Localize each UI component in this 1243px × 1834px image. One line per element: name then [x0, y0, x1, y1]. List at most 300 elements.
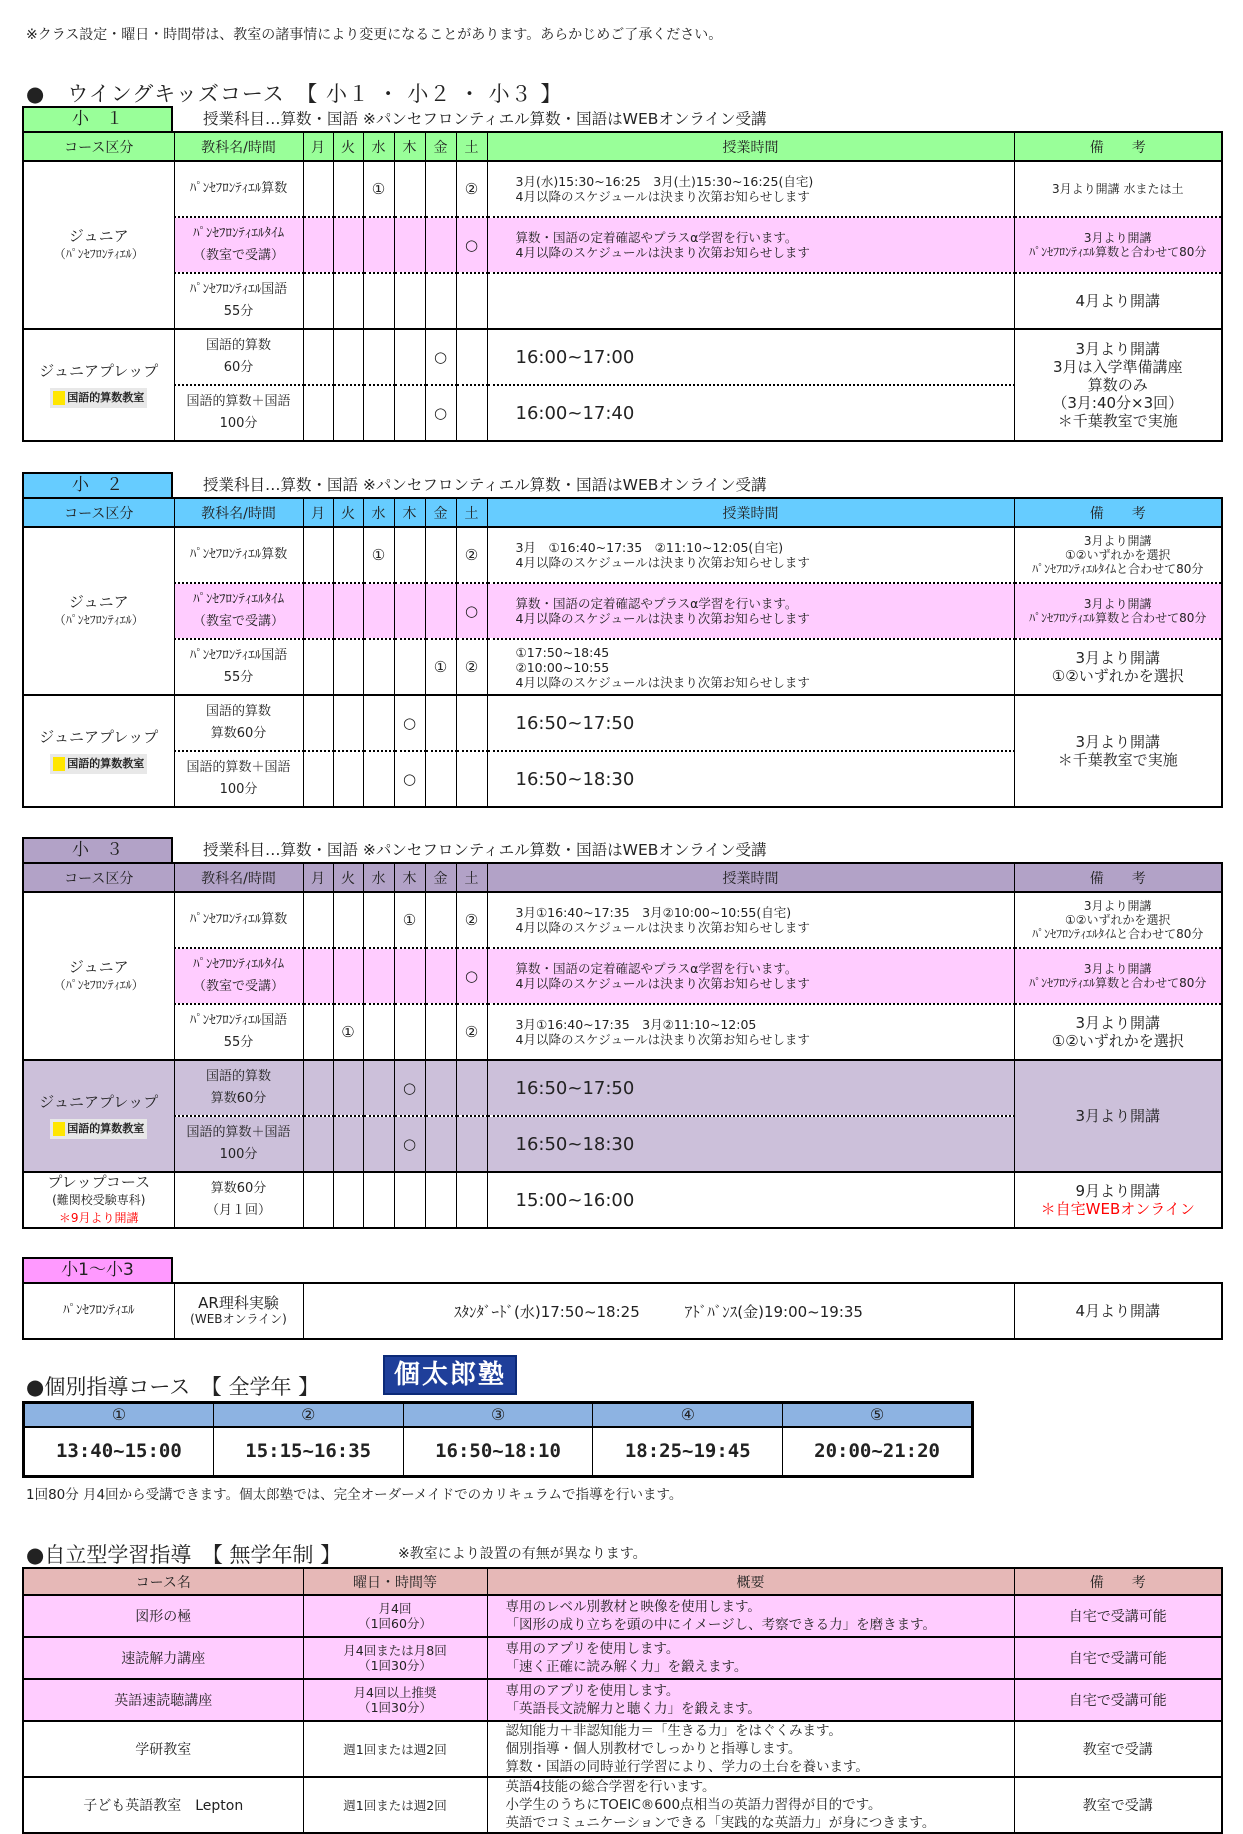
subject-line: 100分 — [219, 1147, 258, 1162]
kokugoteki-logo — [50, 1119, 147, 1139]
note-line: 3月より開講 — [1083, 534, 1152, 548]
course-cell — [23, 1172, 174, 1228]
logo-mark-icon — [53, 1122, 65, 1136]
note-line: （3月:40分×3回） — [1052, 394, 1184, 412]
day-cell — [363, 217, 394, 273]
note-cell: 教室で受講 — [1014, 1777, 1222, 1833]
subject-line: 55分 — [223, 304, 254, 319]
subject-line: 100分 — [219, 782, 258, 797]
grade-label-row — [22, 837, 1221, 862]
time-cell: 16:00~17:40 — [487, 385, 1014, 441]
kotaro-logo — [383, 1355, 517, 1395]
note-cell: 教室で受講 — [1014, 1721, 1222, 1777]
day-cell — [333, 1116, 363, 1172]
day-cell — [303, 385, 333, 441]
note-cell: 自宅で受講可能 — [1014, 1595, 1222, 1637]
schedule-line: 週1回または週2回 — [343, 1741, 447, 1757]
summary-cell — [487, 1777, 1014, 1833]
schedule-cell — [303, 1637, 487, 1679]
day-cell — [456, 273, 487, 329]
course-cell — [23, 1060, 174, 1172]
jiritsu-title: ●自立型学習指導 【 無学年制 】 — [26, 1543, 342, 1567]
day-cell — [303, 751, 333, 807]
note-cell — [1014, 583, 1222, 639]
day-cell — [363, 1004, 394, 1060]
subject-line: （月１回） — [205, 1203, 271, 1218]
day-cell — [333, 217, 363, 273]
time-cell: 16:50~18:30 — [487, 1116, 1014, 1172]
header-cell: 土 — [456, 863, 487, 892]
subject-line: 算数60分 — [210, 1091, 267, 1106]
header-cell: 土 — [456, 132, 487, 161]
subject-cell — [174, 273, 303, 329]
header-cell: 木 — [394, 863, 425, 892]
course-cell — [23, 695, 174, 807]
note-line: ①②いずれかを選択 — [1064, 913, 1171, 927]
time-cell: 16:00~17:00 — [487, 329, 1014, 385]
header-cell: 月 — [303, 498, 333, 527]
day-cell: ② — [456, 527, 487, 583]
course-line: ジュニア — [68, 227, 129, 245]
day-cell — [456, 695, 487, 751]
subject-line: ﾊﾟﾝｾﾌﾛﾝﾃｨｴﾙ算数 — [189, 547, 288, 562]
course-line: （ﾊﾟﾝｾﾌﾛﾝﾃｨｴﾙ） — [53, 978, 144, 992]
subject-line: ﾊﾟﾝｾﾌﾛﾝﾃｨｴﾙ国語 — [189, 648, 288, 663]
day-cell — [363, 1172, 394, 1228]
day-cell — [303, 892, 333, 948]
subject-line: 100分 — [219, 416, 258, 431]
day-cell — [363, 583, 394, 639]
note-line: 3月より開講 — [1075, 649, 1161, 667]
day-cell — [425, 583, 456, 639]
note-cell — [1014, 527, 1222, 583]
schedule-table-2 — [22, 497, 1223, 808]
summary-line: 専用のレベル別教材と映像を使用します。 — [505, 1599, 761, 1615]
note-cell — [1014, 1172, 1222, 1228]
day-cell: ○ — [425, 385, 456, 441]
day-cell: ○ — [394, 695, 425, 751]
course-name: 図形の極 — [23, 1595, 303, 1637]
schedule-cell — [303, 1679, 487, 1721]
subject-line: 国語的算数＋国語 — [186, 1125, 291, 1140]
day-cell: ○ — [394, 1116, 425, 1172]
header-cell: 授業時間 — [487, 863, 1014, 892]
course-line: （ﾊﾟﾝｾﾌﾛﾝﾃｨｴﾙ） — [53, 613, 144, 627]
day-cell: ○ — [394, 751, 425, 807]
day-cell — [303, 1060, 333, 1116]
day-cell — [363, 385, 394, 441]
day-cell — [456, 329, 487, 385]
day-cell — [303, 273, 333, 329]
kokugoteki-logo — [50, 388, 147, 408]
subject-cell — [174, 1060, 303, 1116]
header-cell: コース区分 — [23, 132, 174, 161]
time-cell: 3月①16:40~17:35 3月②11:10~12:05 4月以降のスケジュールは決まり次第お知らせします — [487, 1004, 1014, 1060]
time-cell: 算数・国語の定着確認やプラスα学習を行います。 4月以降のスケジュールは決まり次第お知らせします — [487, 217, 1014, 273]
subject-line: （教室で受講） — [192, 248, 284, 263]
subject-line: ﾊﾟﾝｾﾌﾛﾝﾃｨｴﾙ算数 — [189, 181, 288, 196]
summary-line: 算数・国語の同時並行学習により、学力の土台を養います。 — [505, 1759, 869, 1775]
day-cell: ② — [456, 161, 487, 217]
grade-subjects-note: 授業科目…算数・国語 ※パンセフロンティエル算数・国語はWEBオンライン受講 — [203, 110, 767, 128]
course-line: (難関校受験専科) — [52, 1193, 146, 1207]
time-cell: ①17:50~18:45 ②10:00~10:55 4月以降のスケジュールは決まり次第お知らせします — [487, 639, 1014, 695]
note-cell: 4月より開講 — [1014, 1283, 1222, 1339]
day-cell — [363, 751, 394, 807]
header-cell: 備 考 — [1014, 1568, 1222, 1595]
table-row — [23, 273, 1222, 329]
day-cell — [303, 527, 333, 583]
summary-cell — [487, 1595, 1014, 1637]
subject-cell — [174, 948, 303, 1004]
course-cell: ﾊﾟﾝｾﾌﾛﾝﾃｨｴﾙ — [23, 1283, 174, 1339]
schedule-line: 月4回または月8回 — [343, 1643, 447, 1658]
day-cell — [394, 1004, 425, 1060]
logo-mark-icon — [53, 757, 65, 771]
summary-line: 認知能力＋非認知能力＝「生きる力」をはぐくみます。 — [505, 1723, 842, 1739]
header-cell: コース名 — [23, 1568, 303, 1595]
kobetsu-note: 1回80分 月4回から受講できます。個太郎塾では、完全オーダーメイドでのカリキュラムで指導を行います。 — [26, 1487, 683, 1503]
time-cell: ｽﾀﾝﾀﾞｰﾄﾞ(水)17:50~18:25 ｱﾄﾞﾊﾞﾝｽ(金)19:00~19:35 — [303, 1283, 1014, 1339]
day-cell — [425, 1060, 456, 1116]
logo-mark-icon — [53, 391, 65, 405]
course-row — [23, 1777, 1222, 1833]
note-line: ＊自宅WEBオンライン — [1040, 1200, 1195, 1218]
summary-line: 「速く正確に読み解く力」を鍛えます。 — [505, 1659, 748, 1675]
slot-time: 15:15~16:35 — [213, 1427, 403, 1477]
note-line: ﾊﾟﾝｾﾌﾛﾝﾃｨｴﾙﾀｲﾑと合わせて80分 — [1032, 927, 1204, 941]
course-line: ジュニアプレップ — [39, 1092, 159, 1111]
note-cell — [1014, 695, 1222, 807]
course-name: 学研教室 — [23, 1721, 303, 1777]
day-cell — [303, 161, 333, 217]
header-row — [23, 498, 1222, 527]
schedule-cell — [303, 1777, 487, 1833]
header-cell: 木 — [394, 498, 425, 527]
header-cell: 教科名/時間 — [174, 863, 303, 892]
subject-line: 国語的算数 — [205, 338, 271, 353]
subject-line: 国語的算数 — [205, 704, 271, 719]
schedule-cell — [303, 1721, 487, 1777]
day-cell — [394, 1172, 425, 1228]
header-cell: 水 — [363, 498, 394, 527]
summary-line: 「図形の成り立ちを頭の中にイメージし、考察できる力」を磨きます。 — [505, 1617, 937, 1633]
logo-text: 国語的算数教室 — [67, 1121, 145, 1135]
note-line: 3月より開講 — [1075, 733, 1161, 751]
subject-line: AR理科実験 — [198, 1294, 279, 1312]
header-cell: 金 — [425, 863, 456, 892]
course-line: （ﾊﾟﾝｾﾌﾛﾝﾃｨｴﾙ） — [53, 247, 144, 261]
day-cell — [425, 695, 456, 751]
subject-cell — [174, 1004, 303, 1060]
time-cell: 算数・国語の定着確認やプラスα学習を行います。 4月以降のスケジュールは決まり次第お知らせします — [487, 583, 1014, 639]
day-cell — [303, 695, 333, 751]
grade-label: 小 ３ — [22, 837, 173, 862]
day-cell: ○ — [394, 1060, 425, 1116]
schedule-table-1 — [22, 131, 1223, 442]
day-cell — [363, 1060, 394, 1116]
day-cell — [394, 217, 425, 273]
subject-cell — [174, 892, 303, 948]
course-cell — [23, 329, 174, 441]
day-cell — [333, 329, 363, 385]
subject-line: 55分 — [223, 1035, 254, 1050]
subject-cell — [174, 1172, 303, 1228]
table-row — [23, 695, 1222, 751]
day-cell: ① — [363, 527, 394, 583]
subject-cell — [174, 639, 303, 695]
header-cell: コース区分 — [23, 863, 174, 892]
table-row — [23, 161, 1222, 217]
day-cell — [394, 161, 425, 217]
day-cell — [425, 948, 456, 1004]
day-cell — [303, 217, 333, 273]
note-cell — [1014, 892, 1222, 948]
summary-cell — [487, 1637, 1014, 1679]
day-cell — [363, 948, 394, 1004]
note-line: 4月より開講 — [1075, 292, 1161, 310]
course-line: ジュニア — [68, 958, 129, 976]
day-cell: ① — [425, 639, 456, 695]
kobetsu-title: ●個別指導コース 【 全学年 】 — [26, 1375, 320, 1399]
course-row — [23, 1637, 1222, 1679]
subject-cell — [174, 1283, 303, 1339]
day-cell: ① — [363, 161, 394, 217]
subject-line: 60分 — [223, 360, 254, 375]
note-line: ①②いずれかを選択 — [1064, 548, 1171, 562]
day-cell — [456, 751, 487, 807]
day-cell — [333, 273, 363, 329]
kotaro-logo-text: 個太郎塾 — [393, 1360, 506, 1390]
subject-line: 算数60分 — [210, 1181, 267, 1196]
course-row — [23, 1679, 1222, 1721]
logo-text: 国語的算数教室 — [67, 756, 145, 770]
note-cell — [1014, 217, 1222, 273]
note-cell — [1014, 161, 1222, 217]
day-cell — [363, 329, 394, 385]
header-cell: コース区分 — [23, 498, 174, 527]
table-row — [23, 1060, 1222, 1116]
day-cell — [425, 273, 456, 329]
note-cell: 自宅で受講可能 — [1014, 1679, 1222, 1721]
slot-time: 18:25~19:45 — [593, 1427, 783, 1477]
note-line: ＊千葉教室で実施 — [1057, 751, 1178, 769]
note-line: 3月より開講 — [1075, 340, 1161, 358]
subject-line: (WEBオンライン) — [190, 1312, 287, 1326]
day-cell — [425, 527, 456, 583]
subject-cell — [174, 751, 303, 807]
day-cell: ① — [333, 1004, 363, 1060]
jiritsu-subnote: ※教室により設置の有無が異なります。 — [398, 1546, 647, 1562]
header-cell: 備 考 — [1014, 498, 1222, 527]
subject-line: ﾊﾟﾝｾﾌﾛﾝﾃｨｴﾙ算数 — [189, 912, 288, 927]
subject-line: 算数60分 — [210, 726, 267, 741]
summary-line: 英語4技能の総合学習を行います。 — [505, 1779, 716, 1795]
day-cell — [363, 1116, 394, 1172]
grade-label-row — [22, 472, 1221, 497]
time-cell: 3月(水)15:30~16:25 3月(土)15:30~16:25(自宅) 4月以降のスケジュールは決まり次第お知らせします — [487, 161, 1014, 217]
slot-header-row — [24, 1403, 973, 1427]
course-cell — [23, 527, 174, 695]
summary-line: 専用のアプリを使用します。 — [505, 1641, 680, 1657]
grade-subjects-note: 授業科目…算数・国語 ※パンセフロンティエル算数・国語はWEBオンライン受講 — [203, 476, 767, 494]
course-cell — [23, 161, 174, 329]
note-line: 3月より開講 水または土 — [1052, 182, 1184, 196]
subject-line: ﾊﾟﾝｾﾌﾛﾝﾃｨｴﾙ国語 — [189, 1013, 288, 1028]
day-cell — [333, 751, 363, 807]
summary-line: 「英語長文読解力と聴く力」を鍛えます。 — [505, 1701, 761, 1717]
summary-line: 個別指導・個人別教材でしっかりと指導します。 — [505, 1741, 802, 1757]
time-cell: 16:50~18:30 — [487, 751, 1014, 807]
slot-number: ③ — [403, 1403, 593, 1427]
subject-cell — [174, 583, 303, 639]
header-cell: 曜日・時間等 — [303, 1568, 487, 1595]
note-line: ①②いずれかを選択 — [1051, 1032, 1184, 1050]
course-line: ジュニアプレップ — [39, 727, 159, 746]
header-cell: 月 — [303, 863, 333, 892]
day-cell — [394, 385, 425, 441]
day-cell: ○ — [425, 329, 456, 385]
note-cell — [1014, 329, 1222, 441]
note-cell: 自宅で受講可能 — [1014, 1637, 1222, 1679]
time-cell — [487, 273, 1014, 329]
summary-cell — [487, 1679, 1014, 1721]
note-line: ﾊﾟﾝｾﾌﾛﾝﾃｨｴﾙ算数と合わせて80分 — [1029, 611, 1207, 625]
all-grades-label-row — [22, 1257, 1221, 1282]
day-cell — [425, 751, 456, 807]
table-row — [23, 217, 1222, 273]
subject-cell — [174, 161, 303, 217]
day-cell — [333, 892, 363, 948]
day-cell — [333, 1172, 363, 1228]
slot-number: ② — [213, 1403, 403, 1427]
note-line: 算数のみ — [1087, 376, 1148, 394]
day-cell — [333, 695, 363, 751]
day-cell — [333, 385, 363, 441]
subject-line: ﾊﾟﾝｾﾌﾛﾝﾃｨｴﾙﾀｲﾑ — [193, 226, 284, 241]
course-line: ＊9月より開講 — [58, 1211, 139, 1225]
day-cell — [394, 527, 425, 583]
day-cell — [303, 639, 333, 695]
summary-cell — [487, 1721, 1014, 1777]
day-cell — [303, 1116, 333, 1172]
day-cell — [303, 1172, 333, 1228]
day-cell — [456, 1116, 487, 1172]
time-cell: 3月①16:40~17:35 3月②10:00~10:55(自宅) 4月以降のスケジュールは決まり次第お知らせします — [487, 892, 1014, 948]
note-line: ﾊﾟﾝｾﾌﾛﾝﾃｨｴﾙ算数と合わせて80分 — [1029, 976, 1207, 990]
course-cell — [23, 892, 174, 1060]
slot-time: 20:00~21:20 — [783, 1427, 973, 1477]
day-cell: ○ — [456, 217, 487, 273]
header-cell: 金 — [425, 132, 456, 161]
subject-line: 国語的算数＋国語 — [186, 394, 291, 409]
note-line: 3月より開講 — [1083, 231, 1152, 245]
note-cell — [1014, 948, 1222, 1004]
header-cell: 水 — [363, 863, 394, 892]
day-cell — [363, 695, 394, 751]
schedule-table-3 — [22, 862, 1223, 1229]
course-row — [23, 1595, 1222, 1637]
header-cell: 月 — [303, 132, 333, 161]
day-cell — [394, 583, 425, 639]
note-line: ①②いずれかを選択 — [1051, 667, 1184, 685]
wing-kids-title: ● ウイングキッズコース 【 小１ ・ 小２ ・ 小３ 】 — [26, 82, 563, 106]
subject-line: （教室で受講） — [192, 979, 284, 994]
jiritsu-table — [22, 1567, 1223, 1834]
course-name: 子ども英語教室 Lepton — [23, 1777, 303, 1833]
slot-time: 13:40~15:00 — [24, 1427, 214, 1477]
day-cell — [425, 892, 456, 948]
day-cell — [394, 948, 425, 1004]
note-cell — [1014, 1004, 1222, 1060]
subject-line: 国語的算数 — [205, 1069, 271, 1084]
day-cell — [456, 1172, 487, 1228]
logo-text: 国語的算数教室 — [67, 390, 145, 404]
note-cell — [1014, 639, 1222, 695]
header-cell: 備 考 — [1014, 863, 1222, 892]
notice-text: ※クラス設定・曜日・時間帯は、教室の諸事情により変更になることがあります。あらかじめご了承ください。 — [26, 27, 723, 43]
kokugoteki-logo — [50, 754, 147, 774]
schedule-line: （1回30分） — [358, 1700, 432, 1715]
grade-subjects-note: 授業科目…算数・国語 ※パンセフロンティエル算数・国語はWEBオンライン受講 — [203, 841, 767, 859]
schedule-line: 月4回以上推奨 — [353, 1685, 437, 1700]
schedule-line: （1回30分） — [358, 1658, 432, 1673]
day-cell — [363, 273, 394, 329]
note-line: 3月より開講 — [1083, 962, 1152, 976]
table-row — [23, 948, 1222, 1004]
note-line: 3月より開講 — [1083, 899, 1152, 913]
note-line: ﾊﾟﾝｾﾌﾛﾝﾃｨｴﾙﾀｲﾑと合わせて80分 — [1032, 562, 1204, 576]
time-cell: 算数・国語の定着確認やプラスα学習を行います。 4月以降のスケジュールは決まり次第お知らせします — [487, 948, 1014, 1004]
time-cell: 3月 ①16:40~17:35 ②11:10~12:05(自宅) 4月以降のスケジュールは決まり次第お知らせします — [487, 527, 1014, 583]
day-cell: ② — [456, 639, 487, 695]
day-cell — [456, 1060, 487, 1116]
time-cell: 16:50~17:50 — [487, 1060, 1014, 1116]
summary-line: 小学生のうちにTOEIC®600点相当の英語力習得が目的です。 — [505, 1797, 882, 1813]
day-cell: ② — [456, 892, 487, 948]
header-cell: 水 — [363, 132, 394, 161]
schedule-line: 週1回または週2回 — [343, 1797, 447, 1813]
slot-number: ① — [24, 1403, 214, 1427]
day-cell — [425, 1004, 456, 1060]
day-cell — [456, 385, 487, 441]
table-row — [23, 892, 1222, 948]
time-cell: 15:00~16:00 — [487, 1172, 1014, 1228]
table-row — [23, 639, 1222, 695]
course-line: ジュニア — [68, 593, 129, 611]
day-cell — [425, 1116, 456, 1172]
schedule-line: （1回60分） — [358, 1616, 432, 1631]
day-cell — [363, 639, 394, 695]
subject-cell — [174, 1116, 303, 1172]
header-cell: 概要 — [487, 1568, 1014, 1595]
day-cell — [303, 948, 333, 1004]
subject-line: ﾊﾟﾝｾﾌﾛﾝﾃｨｴﾙﾀｲﾑ — [193, 957, 284, 972]
day-cell — [303, 1004, 333, 1060]
day-cell — [394, 273, 425, 329]
table-row — [23, 1283, 1222, 1339]
header-cell: 火 — [333, 863, 363, 892]
day-cell: ② — [456, 1004, 487, 1060]
jiritsu-header-row — [23, 1568, 1222, 1595]
table-row — [23, 583, 1222, 639]
subject-cell — [174, 527, 303, 583]
day-cell — [333, 527, 363, 583]
slot-number: ④ — [593, 1403, 783, 1427]
slot-number: ⑤ — [783, 1403, 973, 1427]
header-row — [23, 863, 1222, 892]
header-cell: 備 考 — [1014, 132, 1222, 161]
